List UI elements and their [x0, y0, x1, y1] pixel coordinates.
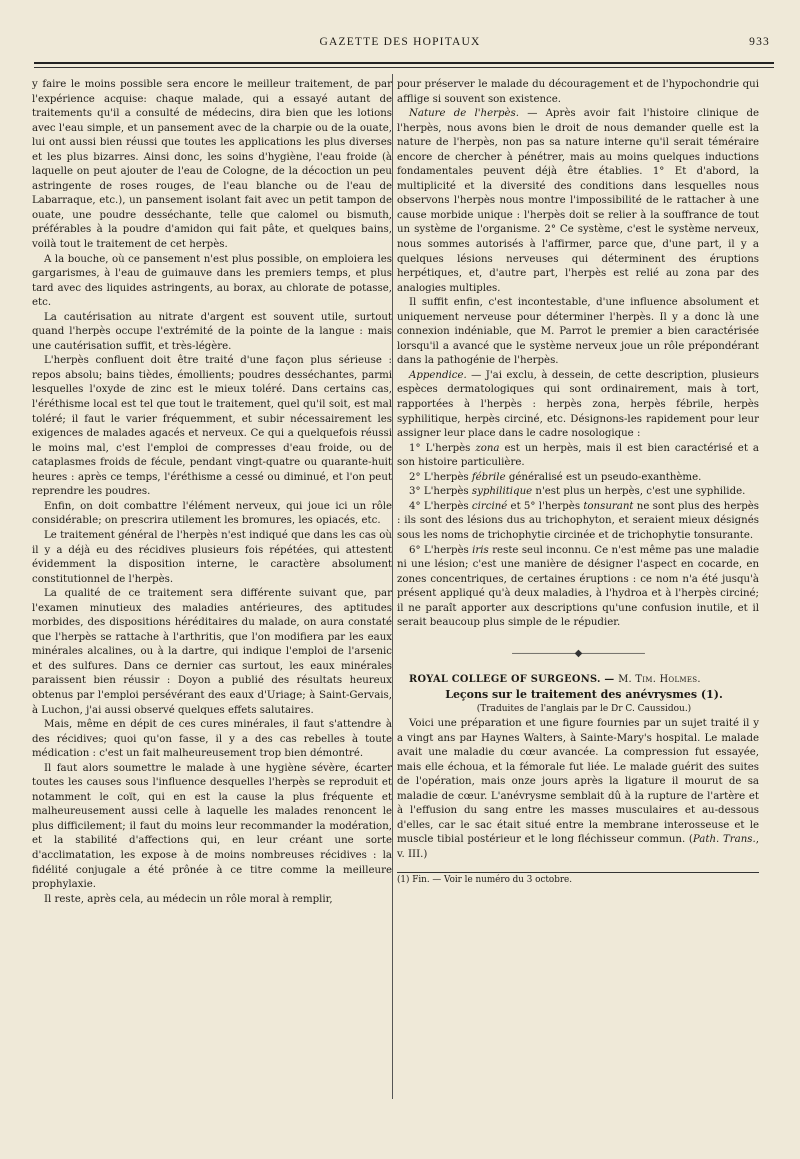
item-text: ne sont plus des herpès : ils sont des lésions dus au trichophyton, et seraient mieux désignés sous les noms de trichophytie circinée et de trichophytie tonsurante. [397, 500, 759, 541]
list-item [397, 442, 759, 471]
item-prefix: 6° L'herpès [409, 544, 473, 556]
item-prefix: 3° L'herpès [409, 486, 472, 498]
appendix-heading: Appendice. [409, 369, 467, 381]
header-rule-thin [34, 67, 774, 68]
page-number: 933 [749, 36, 770, 48]
paragraph: La qualité de ce traitement sera différente suivant que, par l'examen minutieux des maladies antérieures, des aptitudes morbides, des dispositions héréditaires du malade, on aura constaté que l'herpès se rattache à l'arthritis, que l'on modifiera par les eaux minérales alcalines, ou à la dartre, qui indique l'emploi de l'arsenic et des sulfures. Dans ce dernier cas surtout, les eaux minérales paraissent bien réussir : Doyon a publié des résultats heureux obtenus par l'emploi persévérant des eaux d'Uriage; à Saint-Gervais, à Luchon, j'ai aussi observé quelques effets salutaires. [32, 588, 392, 716]
paragraph: pour préserver le malade du découragement et de l'hypochondrie qui afflige si souvent son existence. [397, 79, 759, 105]
paragraph: y faire le moins possible sera encore le meilleur traitement, de par l'expérience acquise: chaque malade, qui a essayé autant de traitements qu'il a consulté de médecins, dira bien que les lotions avec l'eau simple, et un pansement avec de la charpie ou de la ouate, lui ont aussi bien réussi que toutes les applications les plus diverses et les plus bizarres. Ainsi donc, les soins d'hygiène, l'eau froide (à laquelle on peut ajouter de l'eau de Cologne, de la décoction un peu astringente de roses rouges, de l'eau blanche ou de l'eau de Labarraque, etc.), un pansement isolant fait avec un petit tampon de ouate, une poudre desséchante, telle que calomel ou bismuth, préférables à la poudre d'amidon qui fait pâte, et quelques bains, voilà tout le traitement de cet herpès. [32, 79, 392, 251]
paragraph: Il suffit enfin, c'est incontestable, d'une influence absolument et uniquement nerveuse pour déterminer l'herpès. Il y a donc là une connexion indéniable, que M. Parrot le premier a bien caractérisée lorsqu'il a avancé que le système nerveux joue un rôle prépondérant dans la pathogénie de l'herpès. [397, 297, 759, 367]
nature-heading: Nature de l'herpès. [409, 108, 520, 120]
item-prefix: 2° L'herpès [409, 471, 472, 483]
item-term: syphilitique [471, 486, 533, 498]
item-term: tonsurant [583, 500, 634, 512]
item-prefix: 1° L'herpès [409, 442, 476, 454]
paragraph: Il faut alors soumettre le malade à une hygiène sévère, écarter toutes les causes sous l'influence desquelles l'herpès se reproduit et notamment le coït, qui en est la cause la plus fréquente et malheureusement aussi celle à laquelle les malades renoncent le plus difficilement; il faut du moins leur recommander la modération, et la stabilité d'affections qui, en leur créant une sorte d'acclimatation, les expose à de moins nombreuses récidives : la fidélité conjugale a été prônée à ce titre comme la meilleure prophylaxie. [32, 762, 392, 891]
item-text: est un herpès, mais il est bien caractérisé et a son histoire particulière. [397, 442, 759, 469]
page-header [30, 36, 770, 56]
item-prefix: 4° L'herpès [409, 500, 472, 512]
paragraph: A la bouche, où ce pansement n'est plus possible, on emploiera les gargarismes, à l'eau de guimauve dans les premiers temps, et plus tard avec des liquides astringents, au borax, au chlorate de potasse, etc. [32, 253, 392, 309]
item-term: fébrile [471, 471, 506, 483]
paragraph: Mais, même en dépit de ces cures minérales, il faut s'attendre à des récidives; quoi qu'on fasse, il y a des cas rebelles à toute médication : c'est un fait malheureusement trop bien démontré. [32, 719, 392, 760]
item-text: généralisé est un pseudo-exanthème. [505, 471, 702, 483]
footnote: (1) Fin. — Voir le numéro du 3 octobre. [397, 875, 573, 886]
paragraph-appendix [397, 369, 759, 442]
left-column [32, 78, 392, 907]
paragraph: Enfin, on doit combattre l'élément nerveux, qui joue ici un rôle considérable; on prescrira utilement les bromures, les opiacés, etc. [32, 500, 392, 527]
header-rule-thick [34, 62, 774, 64]
section-title: ROYAL COLLEGE OF SURGEONS. — [409, 674, 615, 686]
paragraph: Le traitement général de l'herpès n'est indiqué que dans les cas où il y a déjà eu des récidives plusieurs fois répétées, qui attestent évidemment la disposition interne, le caractère absolument constitutionnel de l'herpès. [32, 529, 392, 585]
lecture-title: Leçons sur le traitement des anévrysmes (1). [445, 687, 723, 701]
paragraph-nature [397, 107, 759, 296]
case-reference: Path. Trans. [692, 834, 756, 846]
paragraph: La cautérisation au nitrate d'argent est souvent utile, surtout quand l'herpès occupe l'extrémité de la pointe de la langue : mais une cautérisation suffit, et très-légère. [32, 311, 392, 352]
item-text: et 5° l'herpès [507, 500, 584, 512]
translation-credit: (Traduites de l'anglais par le Dr C. Caussidou.) [476, 704, 692, 715]
list-item [397, 544, 759, 631]
item-term: zona [475, 442, 500, 454]
case-text: Voici une préparation et une figure fournies par un sujet traité il y a vingt ans par Haynes Walters, à Sainte-Mary's hospital. Le malade avait une maladie du cœur avancée. La compression fut essayée, mais elle échoua, et la fémorale fut liée. Le malade guérit des suites de l'opération, mais onze jours après la ligature il mourut de sa maladie de cœur. L'anévrysme semblait dû à la rupture de l'artère et à l'effusion du sang entre les masses musculaires et au-dessous d'elles, car le sac était situé entre la membrane interosseuse et le muscle tibial postérieur et le long fléchisseur commun. ( [397, 717, 759, 846]
section-ornament: ———————◆——————— [511, 647, 645, 659]
item-text: reste seul inconnu. Ce n'est même pas une maladie ni une lésion; c'est une manière de désigner l'aspect en cocarde, en zones concentriques, de certaines éruptions : ce nom n'a été jusqu'à présent appliqué qu'à deux maladies, à l'hydroa et à l'herpès circiné; il ne paraît apporter aux descriptions qu'une confusion inutile, et il serait beaucoup plus simple de le répudier. [397, 544, 759, 629]
list-item [397, 500, 759, 544]
journal-title: GAZETTE DES HOPITAUX [319, 36, 481, 48]
right-column [397, 78, 759, 888]
list-item [397, 485, 759, 500]
item-term: iris [472, 544, 489, 556]
item-text: n'est plus un herpès, c'est une syphilide. [532, 486, 746, 498]
paragraph: L'herpès confluent doit être traité d'une façon plus sérieuse : repos absolu; bains tièdes, émollients; poudres desséchantes, parmi lesquelles l'oxyde de zinc est le mieux toléré. Dans certains cas, l'éréthisme local est tel que tout le traitement, quel qu'il soit, est mal toléré; il faut le varier fréquemment, et subir nécessairement les exigences de malades agacés et nerveux. Ce qui a quelquefois réussi le moins mal, c'est l'emploi de compresses d'eau froide, ou de cataplasmes froids de fécule, pendant vingt-quatre ou quarante-huit heures : après ce temps, l'éréthisme a cessé ou diminué, et l'on peut reprendre les poudres. [32, 355, 392, 498]
section-author: M. Tim. Holmes. [618, 674, 701, 686]
item-term: circiné [471, 500, 508, 512]
list-item [397, 471, 759, 486]
paragraph: Il reste, après cela, au médecin un rôle moral à remplir, [44, 893, 333, 905]
paragraph-case [397, 717, 759, 862]
nature-text: — Après avoir fait l'histoire clinique de l'herpès, nous avons bien le droit de nous demander quelle est la nature de l'herpès, non pas sa nature interne qu'il serait téméraire encore de chercher à pénétrer, mais au moins quelques inductions fondamentales peuvent déjà être établies. 1° Et d'abord, la multiplicité et la diversité des conditions dans lesquelles nous observons l'herpès nous montre l'impossibilité de le rattacher à une cause morbide unique : l'herpès doit se relier à la souffrance de tout un système de l'organisme. 2° Ce système, c'est le système nerveux, nous sommes autorisés à l'affirmer, parce que, d'une part, il y a quelques lésions nerveuses qui déterminent des éruptions herpétiques, et, d'autre part, l'herpès est relié au zona par des analogies multiples. [397, 108, 760, 294]
section-heading [397, 673, 759, 688]
column-divider [392, 74, 393, 1099]
appendix-text: — J'ai exclu, à dessein, de cette description, plusieurs espèces dermatologiques qui sont ordinairement, mais à tort, rapportées à l'herpès : herpès zona, herpès fébrile, herpès syphilitique, herpès circiné, etc. Désignons-les rapidement pour leur assigner leur place dans le cadre nosologique : [397, 369, 759, 440]
case-text-end: , v. III.) [397, 834, 759, 860]
